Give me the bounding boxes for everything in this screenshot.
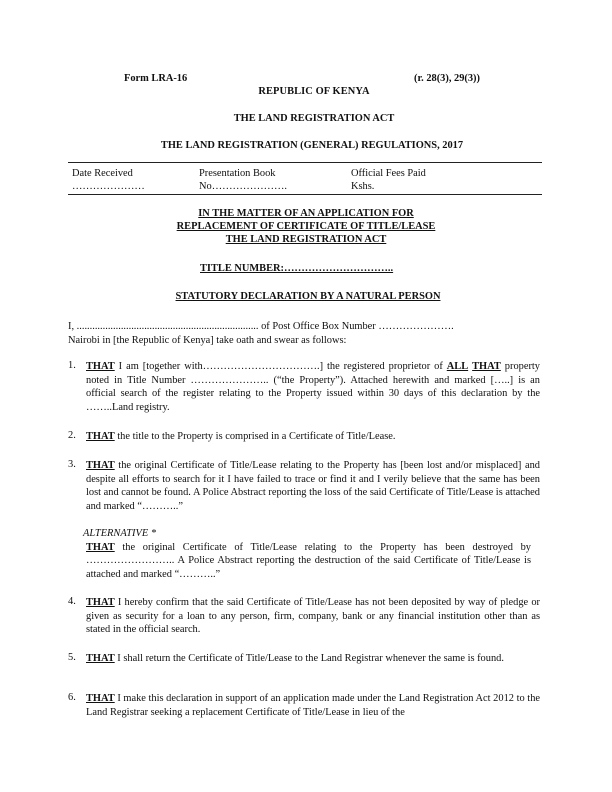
item-1-text-a: I am [together with…………………………….] the registered proprietor of: [114, 361, 447, 372]
item-3-text: the original Certificate of Title/Lease relating to the Property has [been lost and/or misplaced] and despite all efforts to search for it I have failed to trace or find it and I verily believe that the same has been lost and cannot be found. A Police Abstract reporting the loss of the said Certificate of Title/Lease is attached and marked “………..”: [86, 460, 540, 512]
item-1-all: ALL: [446, 361, 469, 372]
table-bottom-rule: [68, 194, 542, 195]
item-3-paragraph: [86, 459, 540, 513]
matter-line-1: IN THE MATTER OF AN APPLICATION FOR: [198, 208, 414, 219]
item-5-text: I shall return the Certificate of Title/Lease to the Land Registrar whenever the same is found.: [114, 653, 504, 664]
presentation-book-label: Presentation Book: [199, 168, 276, 179]
title-number-field: TITLE NUMBER:…………………………..: [200, 263, 394, 274]
item-5-that: THAT: [86, 653, 115, 664]
date-received-box: [72, 167, 145, 193]
official-fees-value: Kshs.: [351, 181, 375, 192]
item-2-that: THAT: [86, 431, 115, 442]
item-6-number: 6.: [68, 692, 76, 703]
declaration-heading: STATUTORY DECLARATION BY A NATURAL PERSON: [175, 291, 441, 302]
alternative-paragraph: [83, 541, 531, 582]
item-1-that-2: THAT: [472, 361, 501, 372]
intro-line-2: Nairobi in [the Republic of Kenya] take oath and swear as follows:: [68, 334, 347, 346]
item-2-number: 2.: [68, 430, 76, 441]
item-5-paragraph: [86, 652, 540, 666]
item-1-number: 1.: [68, 360, 76, 371]
official-fees-label: Official Fees Paid: [351, 168, 426, 179]
date-received-value: …………………: [72, 181, 145, 192]
intro-line-1: I, ...................................................................... of Post Office Box Number ………………….: [68, 321, 454, 332]
table-top-rule: [68, 162, 542, 163]
item-6-paragraph: [86, 692, 540, 719]
presentation-book-box: [199, 167, 287, 193]
item-3-that: THAT: [86, 460, 115, 471]
alternative-text: the original Certificate of Title/Lease relating to the Property has been destroyed by …………………….. A Police Abstract reporting the destruction of the said Certificate of Title/Lease is attached and marked “………..”: [86, 541, 531, 580]
item-1-text-b: property noted in Title Number ………………….. (“the Property”). Attached herewith and marked […..] is an official search of the register relating to the Property issued within 30 days of this declaration by the ……..Land registry.: [86, 361, 540, 413]
item-5-number: 5.: [68, 652, 76, 663]
item-1-that: THAT: [86, 361, 115, 372]
item-4-paragraph: [86, 596, 540, 637]
alternative-that: THAT: [86, 541, 115, 553]
matter-line-2: REPLACEMENT OF CERTIFICATE OF TITLE/LEASE: [176, 221, 436, 232]
form-label: Form LRA-16: [124, 73, 188, 84]
intro-paragraph: [68, 320, 548, 347]
item-6-text: I make this declaration in support of an application made under the Land Registration Act 2012 to the Land Registrar seeking a replacement Certificate of Title/Lease in lieu of the: [86, 693, 540, 718]
item-6-that: THAT: [86, 693, 115, 704]
item-3-number: 3.: [68, 459, 76, 470]
official-fees-box: [351, 167, 426, 193]
item-4-that: THAT: [86, 597, 115, 608]
alternative-block: [83, 527, 531, 581]
item-2-text: the title to the Property is comprised in a Certificate of Title/Lease.: [114, 431, 396, 442]
date-received-label: Date Received: [72, 168, 133, 179]
regulations-heading: THE LAND REGISTRATION (GENERAL) REGULATIONS, 2017: [160, 140, 464, 151]
item-2-paragraph: [86, 430, 540, 444]
act-heading: THE LAND REGISTRATION ACT: [233, 113, 395, 124]
item-4-number: 4.: [68, 596, 76, 607]
republic-heading: REPUBLIC OF KENYA: [258, 86, 370, 97]
item-4-text: I hereby confirm that the said Certificate of Title/Lease has not been deposited by way of pledge or given as security for a loan to any person, firm, company, bank or any financial institution other than as stated in the official search.: [86, 597, 540, 635]
item-1-paragraph: [86, 360, 540, 414]
matter-line-3: THE LAND REGISTRATION ACT: [225, 234, 387, 245]
presentation-book-value: No………………….: [199, 181, 288, 192]
rule-reference: (r. 28(3), 29(3)): [414, 73, 480, 84]
alternative-label: ALTERNATIVE *: [83, 528, 157, 539]
